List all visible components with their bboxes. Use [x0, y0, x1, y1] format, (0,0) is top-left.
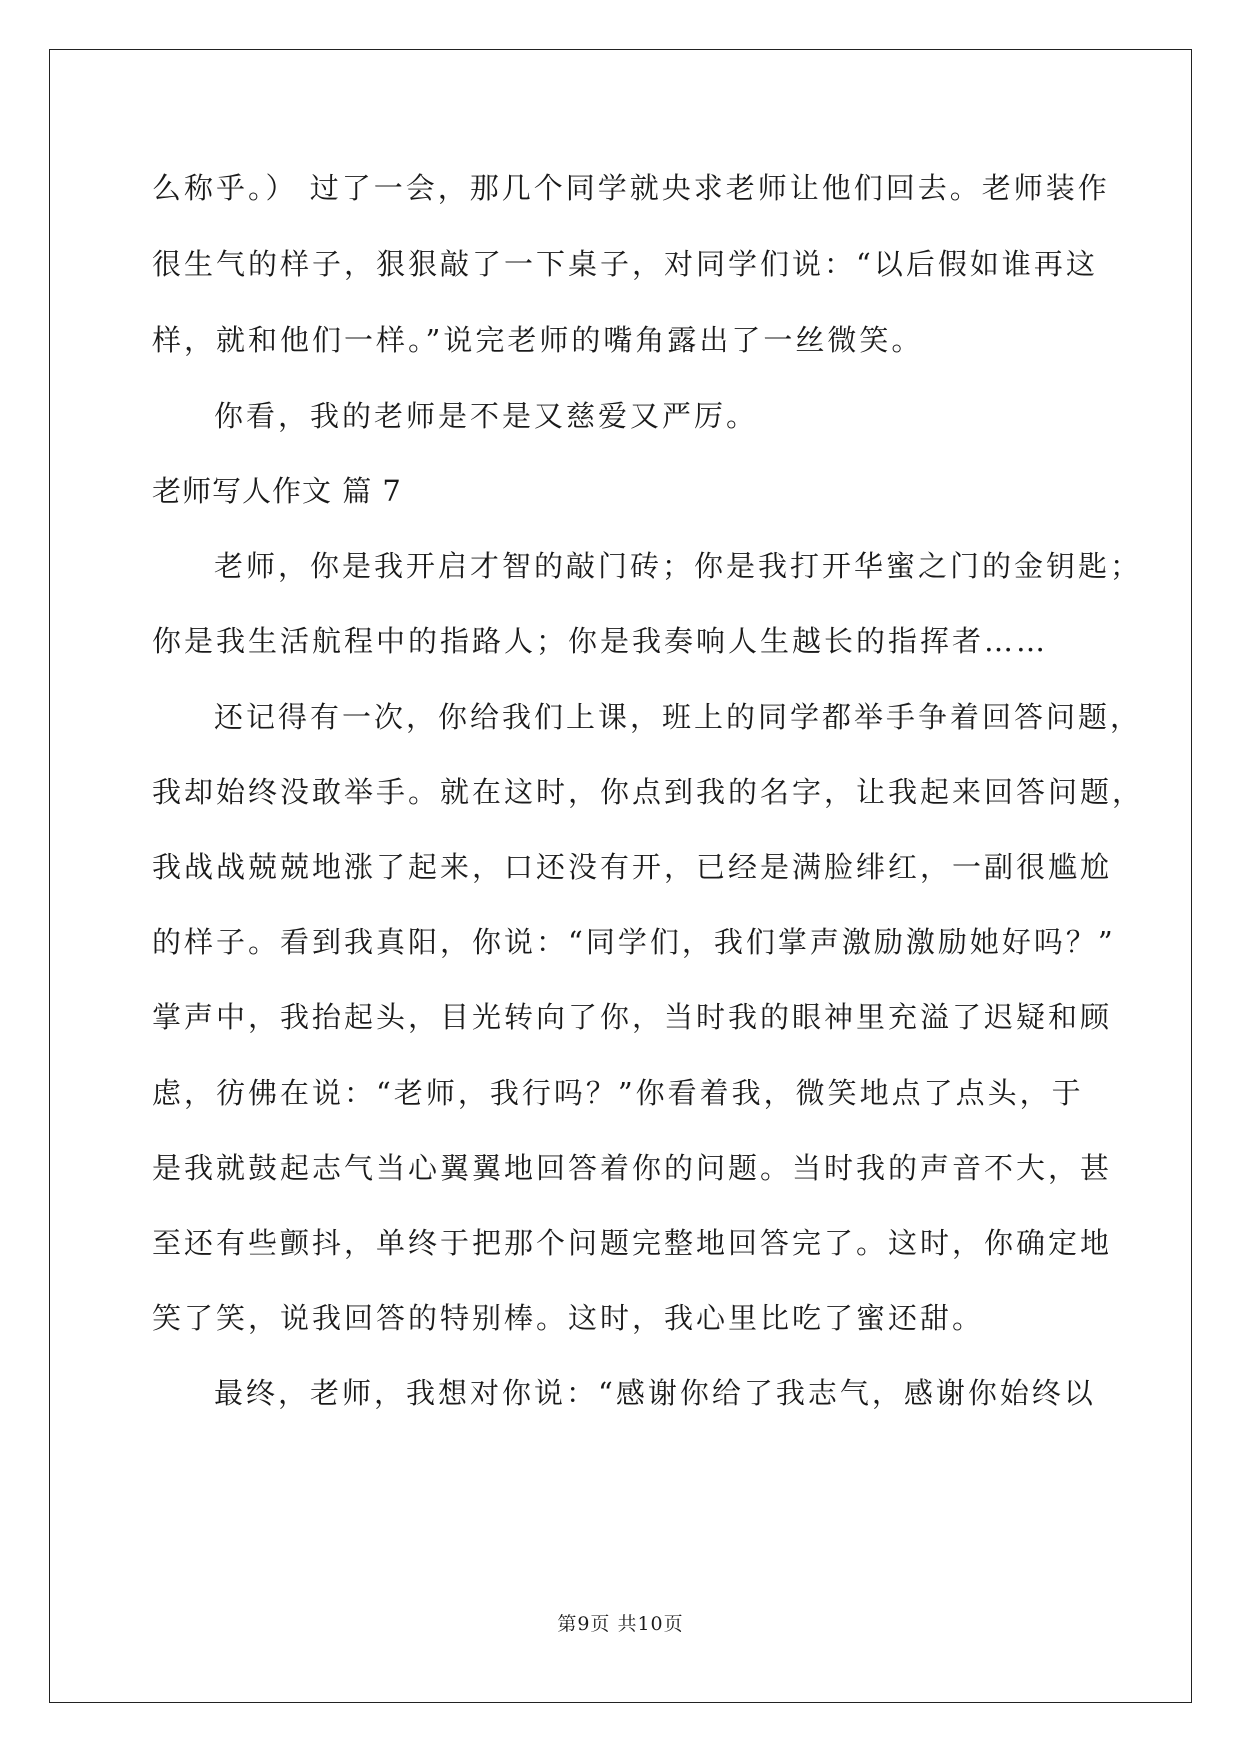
text-line: 你是我生活航程中的指路人；你是我奏响人生越长的指挥者…… — [152, 624, 1049, 658]
text-line: 虑，彷佛在说：“老师，我行吗？”你看着我，微笑地点了点头，于 — [152, 1076, 1084, 1110]
text-line: 笑了笑，说我回答的特别棒。这时，我心里比吃了蜜还甜。 — [152, 1301, 985, 1335]
paragraph-line: 你看，我的老师是不是又慈爱又严厉。 — [214, 399, 759, 433]
text-line: 是我就鼓起志气当心翼翼地回答着你的问题。当时我的声音不大，甚 — [152, 1151, 1113, 1185]
text-line: 样，就和他们一样。”说完老师的嘴角露出了一丝微笑。 — [152, 323, 924, 357]
text-line: 至还有些颤抖，单终于把那个问题完整地回答完了。这时，你确定地 — [152, 1226, 1113, 1260]
text-line: 么称乎。） 过了一会，那几个同学就央求老师让他们回去。老师装作 — [152, 171, 1110, 205]
paragraph-line: 老师，你是我开启才智的敲门砖；你是我打开华蜜之门的金钥匙； — [214, 549, 1143, 583]
text-line: 的样子。看到我真阳，你说：“同学们，我们掌声激励激励她好吗？” — [152, 925, 1116, 959]
text-line: 我战战兢兢地涨了起来，口还没有开，已经是满脸绯红，一副很尴尬 — [152, 850, 1113, 884]
paragraph-line: 还记得有一次，你给我们上课，班上的同学都举手争着回答问题， — [214, 700, 1143, 734]
paragraph-line: 最终，老师，我想对你说：“感谢你给了我志气，感谢你始终以 — [214, 1376, 1096, 1410]
text-line: 掌声中，我抬起头，目光转向了你，当时我的眼神里充溢了迟疑和顾 — [152, 1000, 1113, 1034]
section-heading: 老师写人作文 篇 7 — [152, 474, 402, 508]
text-line: 我却始终没敢举手。就在这时，你点到我的名字，让我起来回答问题， — [152, 775, 1145, 809]
page-number-footer: 第9页 共10页 — [557, 1613, 684, 1635]
text-line: 很生气的样子，狠狠敲了一下桌子，对同学们说：“以后假如谁再这 — [152, 247, 1098, 281]
